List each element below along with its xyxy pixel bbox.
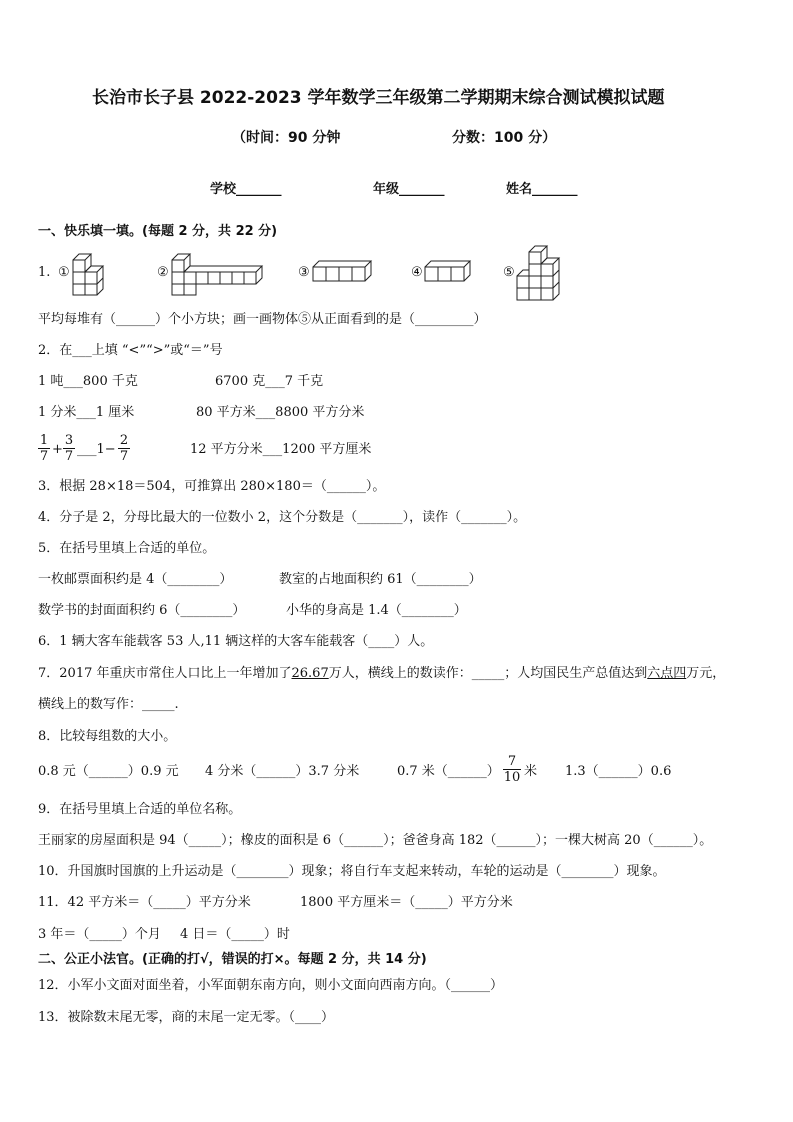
q2-plus: + [52, 442, 63, 457]
q10: 10．升国旗时国旗的上升运动是（________）现象；将自行车支起来转动，车轮的运动是（________）现象。 [38, 864, 666, 879]
q1-number: 1. [38, 265, 51, 280]
q8-a: 0.8 元（______）0.9 元 [38, 764, 179, 779]
q1-label-3: ③ [298, 265, 310, 280]
cube-figure-1 [72, 250, 112, 296]
section2-heading: 二、公正小法官。(正确的打√，错误的打×。每题 2 分，共 14 分) [38, 952, 427, 967]
q13: 13．被除数末尾无零，商的末尾一定无零。（____） [38, 1010, 335, 1025]
name-field[interactable]: 姓名_______ [506, 182, 578, 197]
q7-line2: 横线上的数写作：_____. [38, 697, 179, 712]
q1-label-1: ① [58, 265, 70, 280]
q11-a: 11．42 平方米＝（_____）平方分米 [38, 895, 251, 910]
q5-stem: 5．在括号里填上合适的单位。 [38, 541, 216, 556]
cube-figure-2 [171, 250, 267, 296]
q6: 6．1 辆大客车能载客 53 人,11 辆这样的大客车能载客（____）人。 [38, 634, 434, 649]
q5-a: 一枚邮票面积约是 4（________） [38, 572, 233, 587]
q8-c: 0.7 米（______） [397, 764, 500, 779]
q2-row3-b: 12 平方分米___1200 平方厘米 [190, 442, 372, 457]
q7-line1: 7．2017 年重庆市常住人口比上一年增加了26.67万人，横线上的数读作：_____；人均国民生产总值达到六点四万元， [38, 666, 726, 681]
q9-stem: 9．在括号里填上合适的单位名称。 [38, 802, 242, 817]
q9-text: 王丽家的房屋面积是 94（_____）；橡皮的面积是 6（______）；爸爸身高 182（______）；一棵大树高 20（______）。 [38, 833, 713, 848]
exam-score: 分数：100 分） [452, 130, 557, 146]
q2-compare: ___1− [77, 442, 116, 457]
q1-label-5: ⑤ [503, 265, 515, 280]
q8-c-unit: 米 [524, 764, 538, 779]
q11-b: 1800 平方厘米＝（_____）平方分米 [300, 895, 513, 910]
page-title: 长治市长子县 2022-2023 学年数学三年级第二学期期末综合测试模拟试题 [92, 88, 665, 108]
grade-field[interactable]: 年级_______ [373, 182, 445, 197]
school-field[interactable]: 学校_______ [210, 182, 282, 197]
cube-figure-5 [516, 244, 564, 302]
q2-fraction-3: $\frac{2}{7}$ [119, 433, 129, 464]
q12: 12．小军小文面对面坐着，小军面朝东南方向，则小文面向西南方向。（______） [38, 978, 504, 993]
q5-d: 小华的身高是 1.4（________） [286, 603, 467, 618]
q2-stem: 2．在___上填 “<”“>”或“＝”号 [38, 343, 223, 358]
q8-fraction: $\frac{7}{10}$ [503, 754, 521, 785]
q2-row2-a: 1 分米___1 厘米 [38, 405, 135, 420]
cube-figure-4 [424, 260, 474, 284]
q8-d: 1.3（______）0.6 [565, 764, 672, 779]
cube-figure-3 [312, 260, 374, 284]
q3: 3．根据 28×18＝504，可推算出 280×180＝（______）。 [38, 479, 386, 494]
q8-b: 4 分米（______）3.7 分米 [205, 764, 360, 779]
q1-question: 平均每堆有（______）个小方块；画一画物体⑤从正面看到的是（_________） [38, 312, 487, 327]
q5-b: 教室的占地面积约 61（________） [279, 572, 482, 587]
q2-row1-a: 1 吨___800 千克 [38, 374, 138, 389]
q2-fraction-1: $\frac{1}{7}$ [39, 433, 49, 464]
q4: 4．分子是 2，分母比最大的一位数小 2，这个分数是（_______），读作（_______）。 [38, 510, 527, 525]
q2-fraction-2: $\frac{3}{7}$ [64, 433, 74, 464]
q1-label-2: ② [157, 265, 169, 280]
q11-d: 4 日＝（_____）时 [180, 927, 290, 942]
q1-label-4: ④ [411, 265, 423, 280]
q11-c: 3 年＝（_____）个月 [38, 927, 161, 942]
section1-heading: 一、快乐填一填。(每题 2 分，共 22 分) [38, 224, 278, 239]
q5-c: 数学书的封面面积约 6（________） [38, 603, 246, 618]
q2-row1-b: 6700 克___7 千克 [215, 374, 324, 389]
q2-row2-b: 80 平方米___8800 平方分米 [196, 405, 365, 420]
exam-time: （时间：90 分钟 [232, 130, 341, 146]
q8-stem: 8．比较每组数的大小。 [38, 729, 177, 744]
